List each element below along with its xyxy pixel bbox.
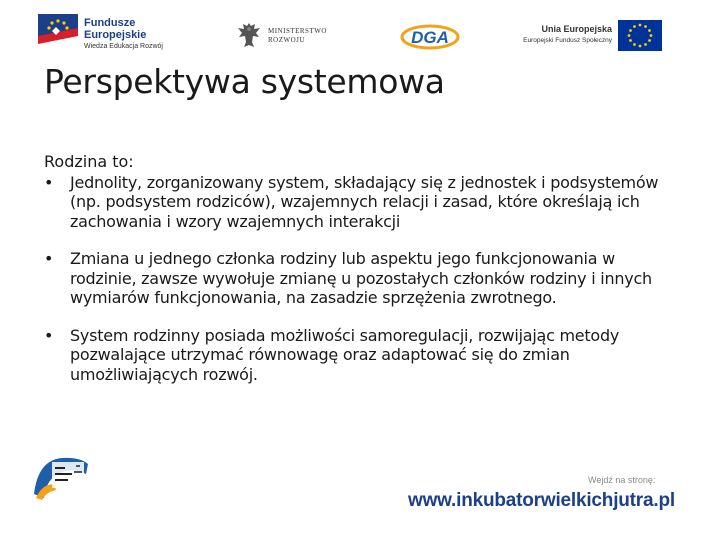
inkubator-logo [32, 454, 92, 502]
bullet-marker: • [44, 325, 54, 345]
fundusze-subtitle: Wiedza Edukacja Rozwój [84, 43, 163, 50]
ministerstwo-line2: ROZWOJU [268, 36, 305, 44]
website-link[interactable]: www.inkubatorwielkichjutra.pl [408, 490, 675, 511]
visit-label: Wejdź na stronę: [588, 475, 656, 485]
unia-europejska-logo [522, 20, 662, 52]
slide-body [44, 152, 684, 402]
unia-line1: Unia Europejska [541, 24, 612, 34]
unia-line2: Europejski Fundusz Społeczny [523, 37, 612, 44]
bullet-text: Jednolity, zorganizowany system, składający się z jednostek i podsystemów (np. podsystem rodziców), wzajemnych relacji i zasad, które określają ich zachowania i wzory wzajemnych interakcji [70, 172, 659, 231]
bullet-marker: • [44, 172, 54, 192]
fundusze-flag-icon [38, 14, 78, 52]
bullet-text: System rodzinny posiada możliwości samoregulacji, rozwijając metody pozwalające utrzymać równowagę oraz adaptować się do zmian umożliwiających rozwój. [70, 325, 620, 384]
bullet-list [44, 173, 684, 385]
fundusze-line2: Europejskie [84, 29, 147, 41]
eu-flag-icon [618, 20, 662, 51]
ministerstwo-line1: MINISTERSTWO [268, 27, 327, 35]
slide-title: Perspektywa systemowa [44, 62, 445, 101]
fundusze-europejskie-logo [38, 14, 168, 54]
polish-eagle-icon [236, 20, 262, 50]
dga-mark-icon [400, 21, 460, 51]
intro-text: Rodzina to: [44, 152, 134, 171]
fundusze-line1: Fundusze [84, 17, 136, 29]
list-item [44, 326, 684, 385]
list-item [44, 249, 684, 308]
inkubator-mark-icon [32, 454, 92, 502]
list-item [44, 173, 684, 232]
bullet-marker: • [44, 249, 54, 268]
bullet-text: Zmiana u jednego członka rodziny lub aspektu jego funkcjonowania w rodzinie, zawsze wywołuje zmianę u pozostałych członków rodziny i innych wymiarów funkcjonowania, na zasadzie sprzężenia zwrotnego. [70, 249, 652, 307]
dga-text: DGA [411, 28, 449, 47]
dga-logo [400, 21, 460, 51]
ministerstwo-rozwoju-logo [236, 20, 346, 50]
logo-bar [0, 0, 720, 66]
